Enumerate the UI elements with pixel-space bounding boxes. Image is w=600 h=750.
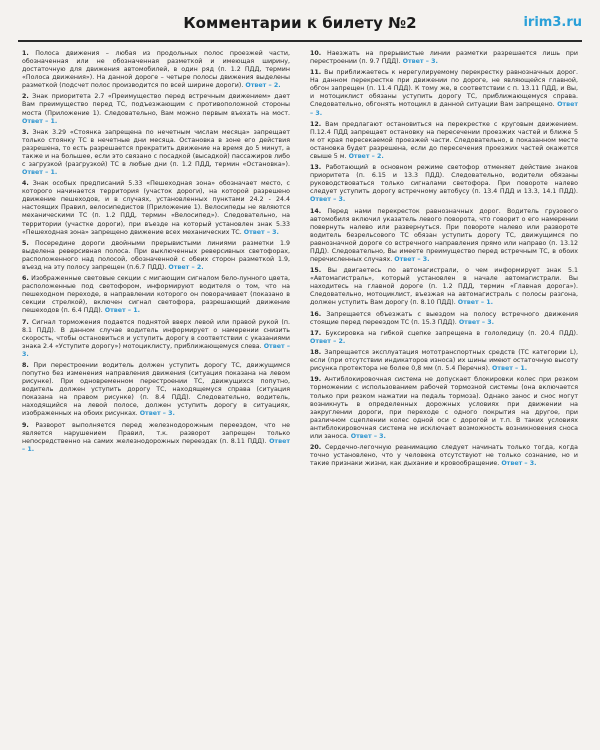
- item-answer: Ответ – 3.: [22, 342, 290, 358]
- comment-item: [310, 330, 578, 346]
- comment-item: [22, 240, 290, 272]
- item-text: Запрещается объезжать с выездом на полосу встречного движения стоящие перед переездом ТС (п. 15.3 ПДД).: [310, 310, 578, 326]
- comment-item: [310, 208, 578, 264]
- comment-item: [310, 121, 578, 161]
- page-title: Комментарии к билету №2: [183, 14, 417, 32]
- comment-item: [22, 319, 290, 359]
- item-number: 7.: [22, 318, 29, 326]
- item-answer: Ответ – 3.: [310, 196, 346, 204]
- item-number: 14.: [310, 207, 322, 215]
- comment-item: [310, 267, 578, 307]
- item-number: 20.: [310, 443, 322, 451]
- comment-item: [22, 362, 290, 418]
- item-text: Разворот выполняется перед железнодорожным переездом, что не является нарушением Правил, т.к. разворот запрещен только непосредственно на самих железнодорожных переездах (п. 8.11 ПДД).: [22, 421, 290, 445]
- item-answer: Ответ – 3.: [501, 460, 537, 468]
- item-answer: Ответ – 3.: [350, 432, 386, 440]
- content-columns: [22, 50, 578, 742]
- item-number: 15.: [310, 267, 322, 275]
- comment-item: [22, 129, 290, 177]
- comment-item: [22, 93, 290, 125]
- comment-item: [310, 444, 578, 468]
- item-text: Наезжать на прерывистые линии разметки разрешается лишь при перестроении (п. 9.7 ПДД).: [310, 50, 578, 66]
- item-answer: Ответ – 2.: [168, 263, 204, 271]
- item-answer: Ответ – 3.: [394, 255, 430, 263]
- item-answer: Ответ – 1.: [22, 437, 290, 453]
- item-answer: Ответ – 2.: [245, 82, 281, 90]
- item-text: Буксировка на гибкой сцепке запрещена в гололедицу (п. 20.4 ПДД).: [325, 329, 578, 337]
- item-answer: Ответ – 1.: [457, 299, 493, 307]
- item-number: 11.: [310, 69, 322, 77]
- item-number: 13.: [310, 164, 322, 172]
- comment-item: [310, 50, 578, 66]
- item-answer: Ответ – 2.: [310, 337, 346, 345]
- item-text: Знак 3.29 «Стоянка запрещена по нечетным числам месяца» запрещает только стоянку ТС в нечетные дни месяца. Остановка в зоне его действия разрешена, то есть разрешается прекратить движение на время до 5 минут, а также и на большее, если это связано с посадкой (высадкой) пассажиров либо с загрузкой (разгрузкой) ТС в любые дни (п. 1.2 ПДД, термин «Остановка»).: [22, 128, 290, 168]
- item-text: При перестроении водитель должен уступить дорогу ТС, движущимся попутно без изменения направления движения (ситуация показана на левом рисунке). При одновременном перестроении ТС, движущихся попутно, водитель должен уступить дорогу ТС, находящемуся справа (ситуация показана на правом рисунке) (п. 8.4 ПДД). Следовательно, водитель, находящийся на левой полосе, должен уступить дорогу в ситуациях, изображенных на обоих рисунках.: [22, 362, 290, 418]
- item-answer: Ответ – 1.: [491, 365, 528, 373]
- left-column: [22, 50, 290, 742]
- item-number: 16.: [310, 310, 322, 318]
- item-text: Перед нами перекресток равнозначных дорог. Водитель грузового автомобиля включил указатель левого поворота, что говорит о его намерении повернуть налево или развернуться. При повороте налево или развороте водитель безрельсового ТС обязан уступить дорогу ТС, движущимся по равнозначной дороге со встречного направления прямо или направо (п. 13.12 ПДД). Следовательно, Вы имеете преимущество перед встречным ТС, в обоих перечисленных случаях.: [310, 207, 578, 263]
- item-answer: Ответ – 3.: [310, 101, 578, 117]
- item-text: Знак приоритета 2.7 «Преимущество перед встречным движением» дает Вам преимущество перед ТС, подъезжающим с противоположной стороны моста (Приложение 1). Следовательно, Вам можно первым въехать на мост.: [22, 93, 290, 117]
- item-number: 2.: [22, 93, 29, 101]
- comment-item: [22, 275, 290, 315]
- item-number: 17.: [310, 329, 322, 337]
- comment-item: [310, 69, 578, 117]
- header: [0, 0, 600, 48]
- item-answer: Ответ – 2.: [348, 152, 384, 160]
- item-text: Изображенные световые секции с мигающим сигналом бело-лунного цвета, расположенные под светофором, информируют водителя о том, что на пешеходном переходе, в направлении которого он поворачивает (показано в секции стрелкой), включен сигнал светофора, разрешающий движение пешеходов (п. 6.4 ПДД).: [22, 275, 290, 315]
- item-number: 4.: [22, 180, 29, 188]
- item-number: 10.: [310, 50, 322, 57]
- item-text: Вам предлагают остановиться на перекрестке с круговым движением. П.12.4 ПДД запрещает остановку на пересечении проезжих частей и ближе 5 м от края пересекаемой проезжей части. Следовательно, в показанном месте остановка будет разрешена, если до пересечения проезжих частей окажется свыше 5 м.: [310, 120, 578, 160]
- item-text: Вы двигаетесь по автомагистрали, о чем информирует знак 5.1 «Автомагистраль», который установлен в начале автомагистрали. Вы находитесь на главной дороге (п. 1.2 ПДД, термин «Главная дорога»). Следовательно, мотоциклист, въезжая на автомагистраль с полосы разгона, должен уступить Вам дорогу (п. 8.10 ПДД).: [310, 267, 578, 307]
- item-text: Полоса движения – любая из продольных полос проезжей части, обозначенная или не обозначенная разметкой и имеющая ширину, достаточную для движения автомобилей, в один ряд (п. 1.2 ПДД, термин «Полоса движения»). На данной дороге – четыре полосы движения выделены разметкой (подсчет полос производится по всей ширине дороги).: [22, 50, 290, 90]
- item-text: Антиблокировочная система не допускает блокировки колес при резком торможении с использованием рабочей тормозной системы (она включается только при резком нажатии на педаль тормоза). Однако занос и снос могут возникнуть в определенных дорожных условиях при движении на закруглении дороги, при переходе с одного покрытия на другое, при различном сцеплении колес одной оси с дорогой и т.п. В таких условиях антиблокировочная система не исключает возможность возникновения сноса или заноса.: [310, 376, 578, 440]
- header-divider: [18, 40, 582, 42]
- item-answer: Ответ – 1.: [22, 117, 58, 125]
- item-number: 9.: [22, 421, 29, 429]
- item-answer: Ответ – 3.: [402, 58, 438, 66]
- item-answer: Ответ – 3.: [458, 318, 495, 326]
- item-number: 18.: [310, 349, 322, 357]
- item-text: Работающий в основном режиме светофор отменяет действие знаков приоритета (п. 6.15 и 13.3 ПДД). Следовательно, водители обязаны руководствоваться только сигналами светофора. При повороте налево следует уступить дорогу встречному автобусу (п. 13.4 ПДД и 13.3, 14.1 ПДД).: [310, 164, 578, 196]
- item-number: 1.: [22, 50, 29, 57]
- right-column: [310, 50, 578, 742]
- comment-item: [310, 349, 578, 373]
- item-text: Вы приближаетесь к нерегулируемому перекрестку равнозначных дорог. На данном перекрестке при движении по дороге, не являющейся главной, обгон запрещен (п. 11.4 ПДД). К тому же, в соответствии с п. 13.11 ПДД, и Вы, и мотоциклист обязаны уступить дорогу ТС, приближающемуся справа. Следовательно, обгонять мотоцикл в данной ситуации Вам запрещено.: [310, 69, 578, 109]
- item-number: 12.: [310, 120, 322, 128]
- comment-item: [310, 311, 578, 327]
- item-text: Сердечно-легочную реанимацию следует начинать только тогда, когда точно установлено, что у человека отсутствуют не только сознание, но и такие признаки жизни, как дыхание и кровообращение.: [310, 443, 578, 468]
- item-number: 5.: [22, 239, 29, 247]
- item-answer: Ответ – 3.: [139, 410, 175, 418]
- item-text: Сигнал торможения подается поднятой вверх левой или правой рукой (п. 8.1 ПДД). В данном случае водитель информирует о намерении снизить скорость, чтобы остановиться и уступить дорогу в соответствии с указаниями знака 2.4 «Уступите дорогу») мотоциклисту, приближающемуся слева.: [22, 318, 290, 350]
- item-text: Знак особых предписаний 5.33 «Пешеходная зона» обозначает место, с которого начинается территория (участок дороги), на которой разрешено движение пешеходов, и в случаях, установленных пунктами 24.2 - 24.4 настоящих Правил, велосипедистов (Приложение 1). Велосипеды не являются механическими ТС (п. 1.2 ПДД, термин «Велосипед»). Следовательно, на территории (участке дороги), при въезде на который установлен знак 5.33 «Пешеходная зона» запрещено движение всех механических ТС.: [22, 180, 290, 236]
- comment-item: [310, 376, 578, 440]
- item-number: 6.: [22, 275, 29, 283]
- site-link[interactable]: irim3.ru: [523, 15, 582, 30]
- item-number: 19.: [310, 376, 322, 384]
- comment-item: [22, 180, 290, 236]
- item-answer: Ответ – 3.: [243, 228, 279, 236]
- item-text: Посередине дороги двойными прерывистыми линиями разметки 1.9 выделена реверсивная полоса. При выключенных реверсивных светофорах, расположенного над полосой, обозначенной с обеих сторон разметкой 1.9, въезд на эту полосу запрещен (п.6.7 ПДД).: [22, 239, 290, 271]
- item-number: 8.: [22, 362, 29, 369]
- comment-item: [310, 164, 578, 204]
- item-text: Запрещается эксплуатация мототранспортных средств (ТС категории L), если (при отсутствии индикаторов износа) их шины имеют остаточную высоту рисунка протектора не более 0,8 мм (п. 5.4 Перечня).: [310, 349, 578, 373]
- item-answer: Ответ – 1.: [22, 169, 58, 177]
- comment-item: [22, 422, 290, 454]
- item-number: 3.: [22, 128, 29, 136]
- item-answer: Ответ – 1.: [104, 307, 140, 315]
- comment-item: [22, 50, 290, 90]
